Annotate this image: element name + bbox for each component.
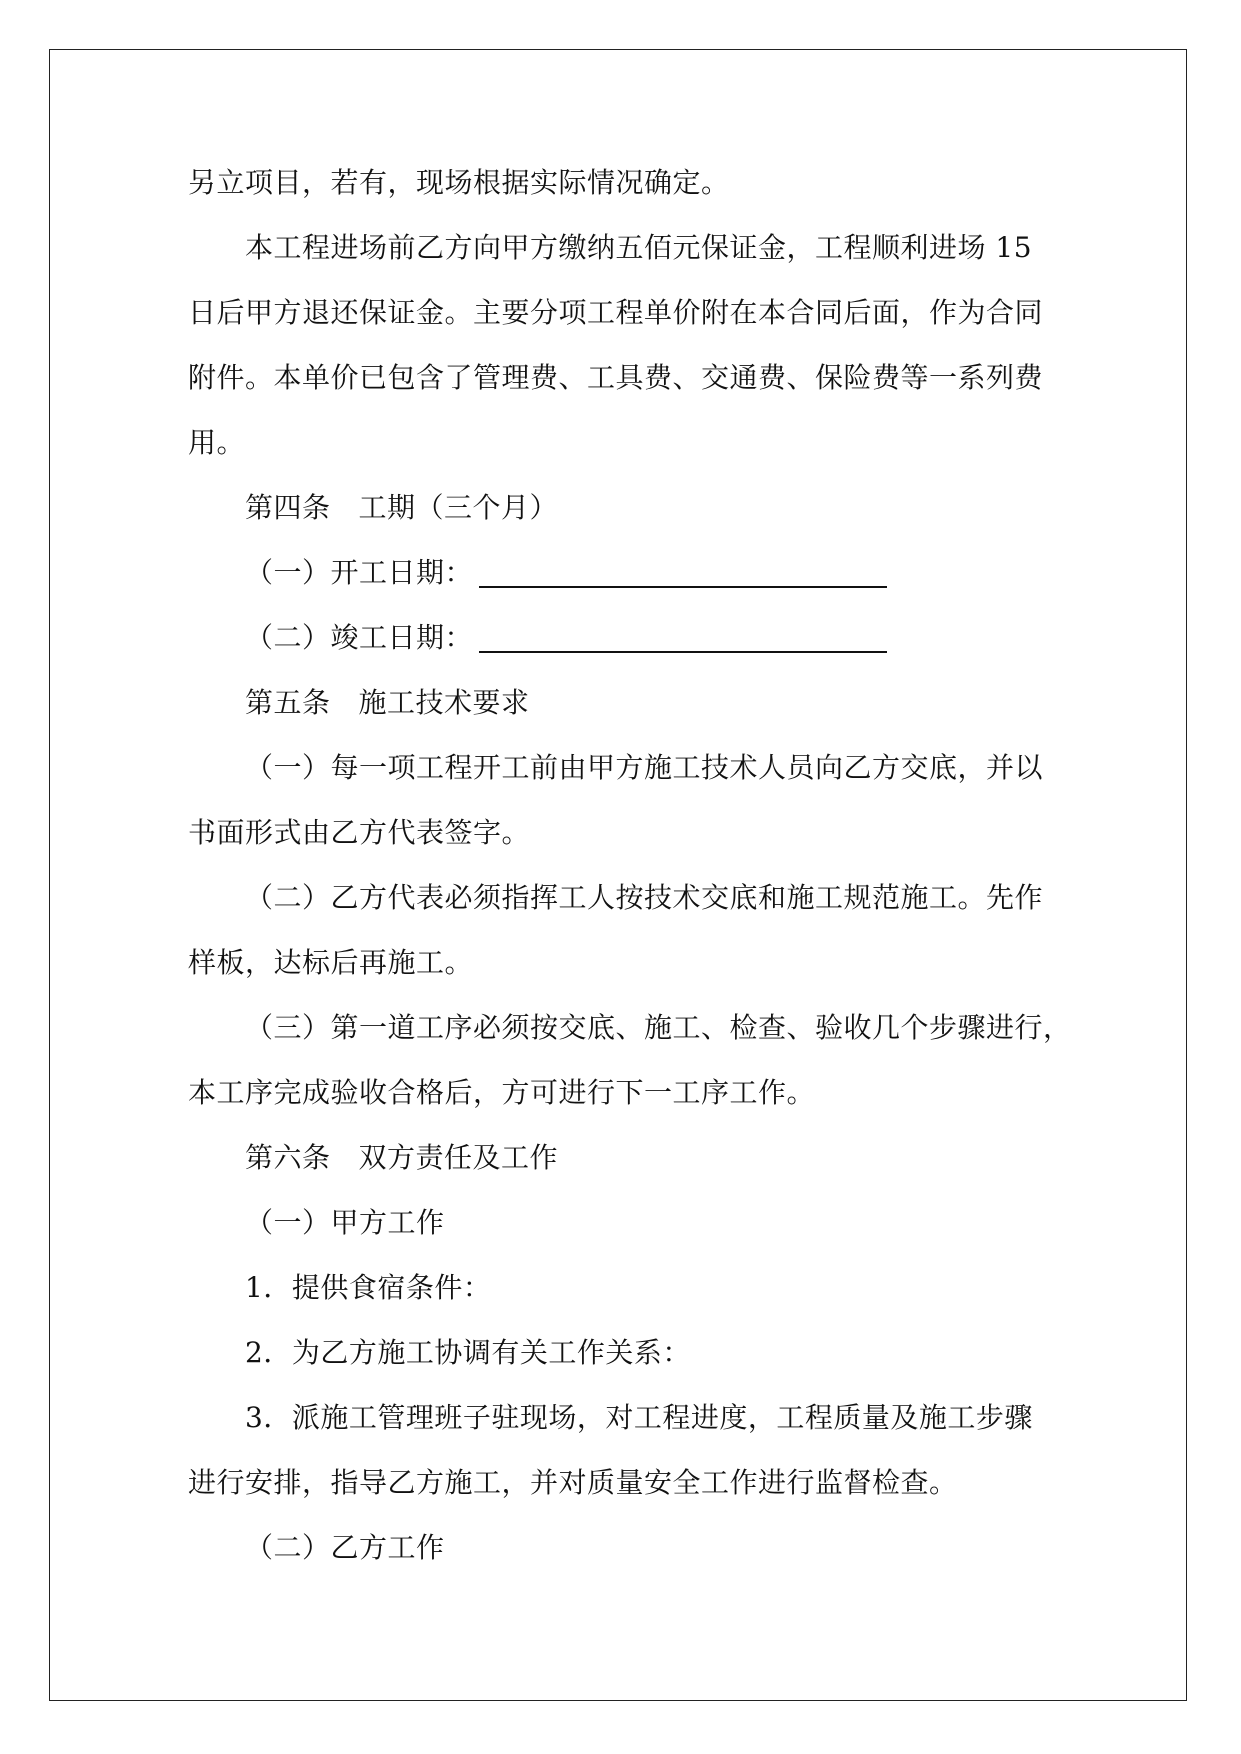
article-title: 施工技术要求 [358, 686, 530, 719]
article-number: 第四条 [245, 491, 331, 524]
article-number: 第五条 [245, 686, 331, 719]
paragraph-line: 用。 [188, 426, 246, 459]
paragraph-line: 进行安排，指导乙方施工，并对质量安全工作进行监督检查。 [188, 1466, 958, 1499]
article-title: 工期（三个月） [358, 491, 559, 524]
list-item: 1．提供食宿条件： [245, 1271, 492, 1304]
paragraph-line: 书面形式由乙方代表签字。 [188, 816, 531, 849]
paragraph-line: 本工序完成验收合格后，方可进行下一工序工作。 [188, 1076, 816, 1109]
paragraph-line: （二）乙方代表必须指挥工人按技术交底和施工规范施工。先作 [245, 881, 1044, 914]
article-4-heading [188, 475, 1060, 540]
article-number: 第六条 [245, 1141, 331, 1174]
article-6-heading [188, 1125, 1060, 1190]
end-date-label: （二）竣工日期： [245, 621, 474, 654]
start-date-blank [479, 558, 887, 588]
party-a-heading: （一）甲方工作 [245, 1206, 445, 1239]
paragraph-line: 另立项目，若有，现场根据实际情况确定。 [188, 166, 730, 199]
end-date-blank [479, 623, 887, 653]
paragraph-line: 附件。本单价已包含了管理费、工具费、交通费、保险费等一系列费 [188, 361, 1044, 394]
start-date-row [188, 540, 1060, 605]
party-b-heading: （二）乙方工作 [245, 1531, 445, 1564]
list-item: 3．派施工管理班子驻现场，对工程进度，工程质量及施工步骤 [245, 1401, 1033, 1434]
paragraph-line: 本工程进场前乙方向甲方缴纳五佰元保证金，工程顺利进场 15 [245, 231, 1033, 264]
list-item: 2．为乙方施工协调有关工作关系： [245, 1336, 691, 1369]
article-title: 双方责任及工作 [358, 1141, 559, 1174]
paragraph-line: 日后甲方退还保证金。主要分项工程单价附在本合同后面，作为合同 [188, 296, 1044, 329]
paragraph-line: 样板，达标后再施工。 [188, 946, 474, 979]
paragraph-line: （一）每一项工程开工前由甲方施工技术人员向乙方交底，并以 [245, 751, 1044, 784]
paragraph-line: （三）第一道工序必须按交底、施工、检查、验收几个步骤进行， [245, 1011, 1072, 1044]
document-body [188, 150, 1072, 1580]
start-date-label: （一）开工日期： [245, 556, 474, 589]
end-date-row [188, 605, 1060, 670]
article-5-heading [188, 670, 1060, 735]
